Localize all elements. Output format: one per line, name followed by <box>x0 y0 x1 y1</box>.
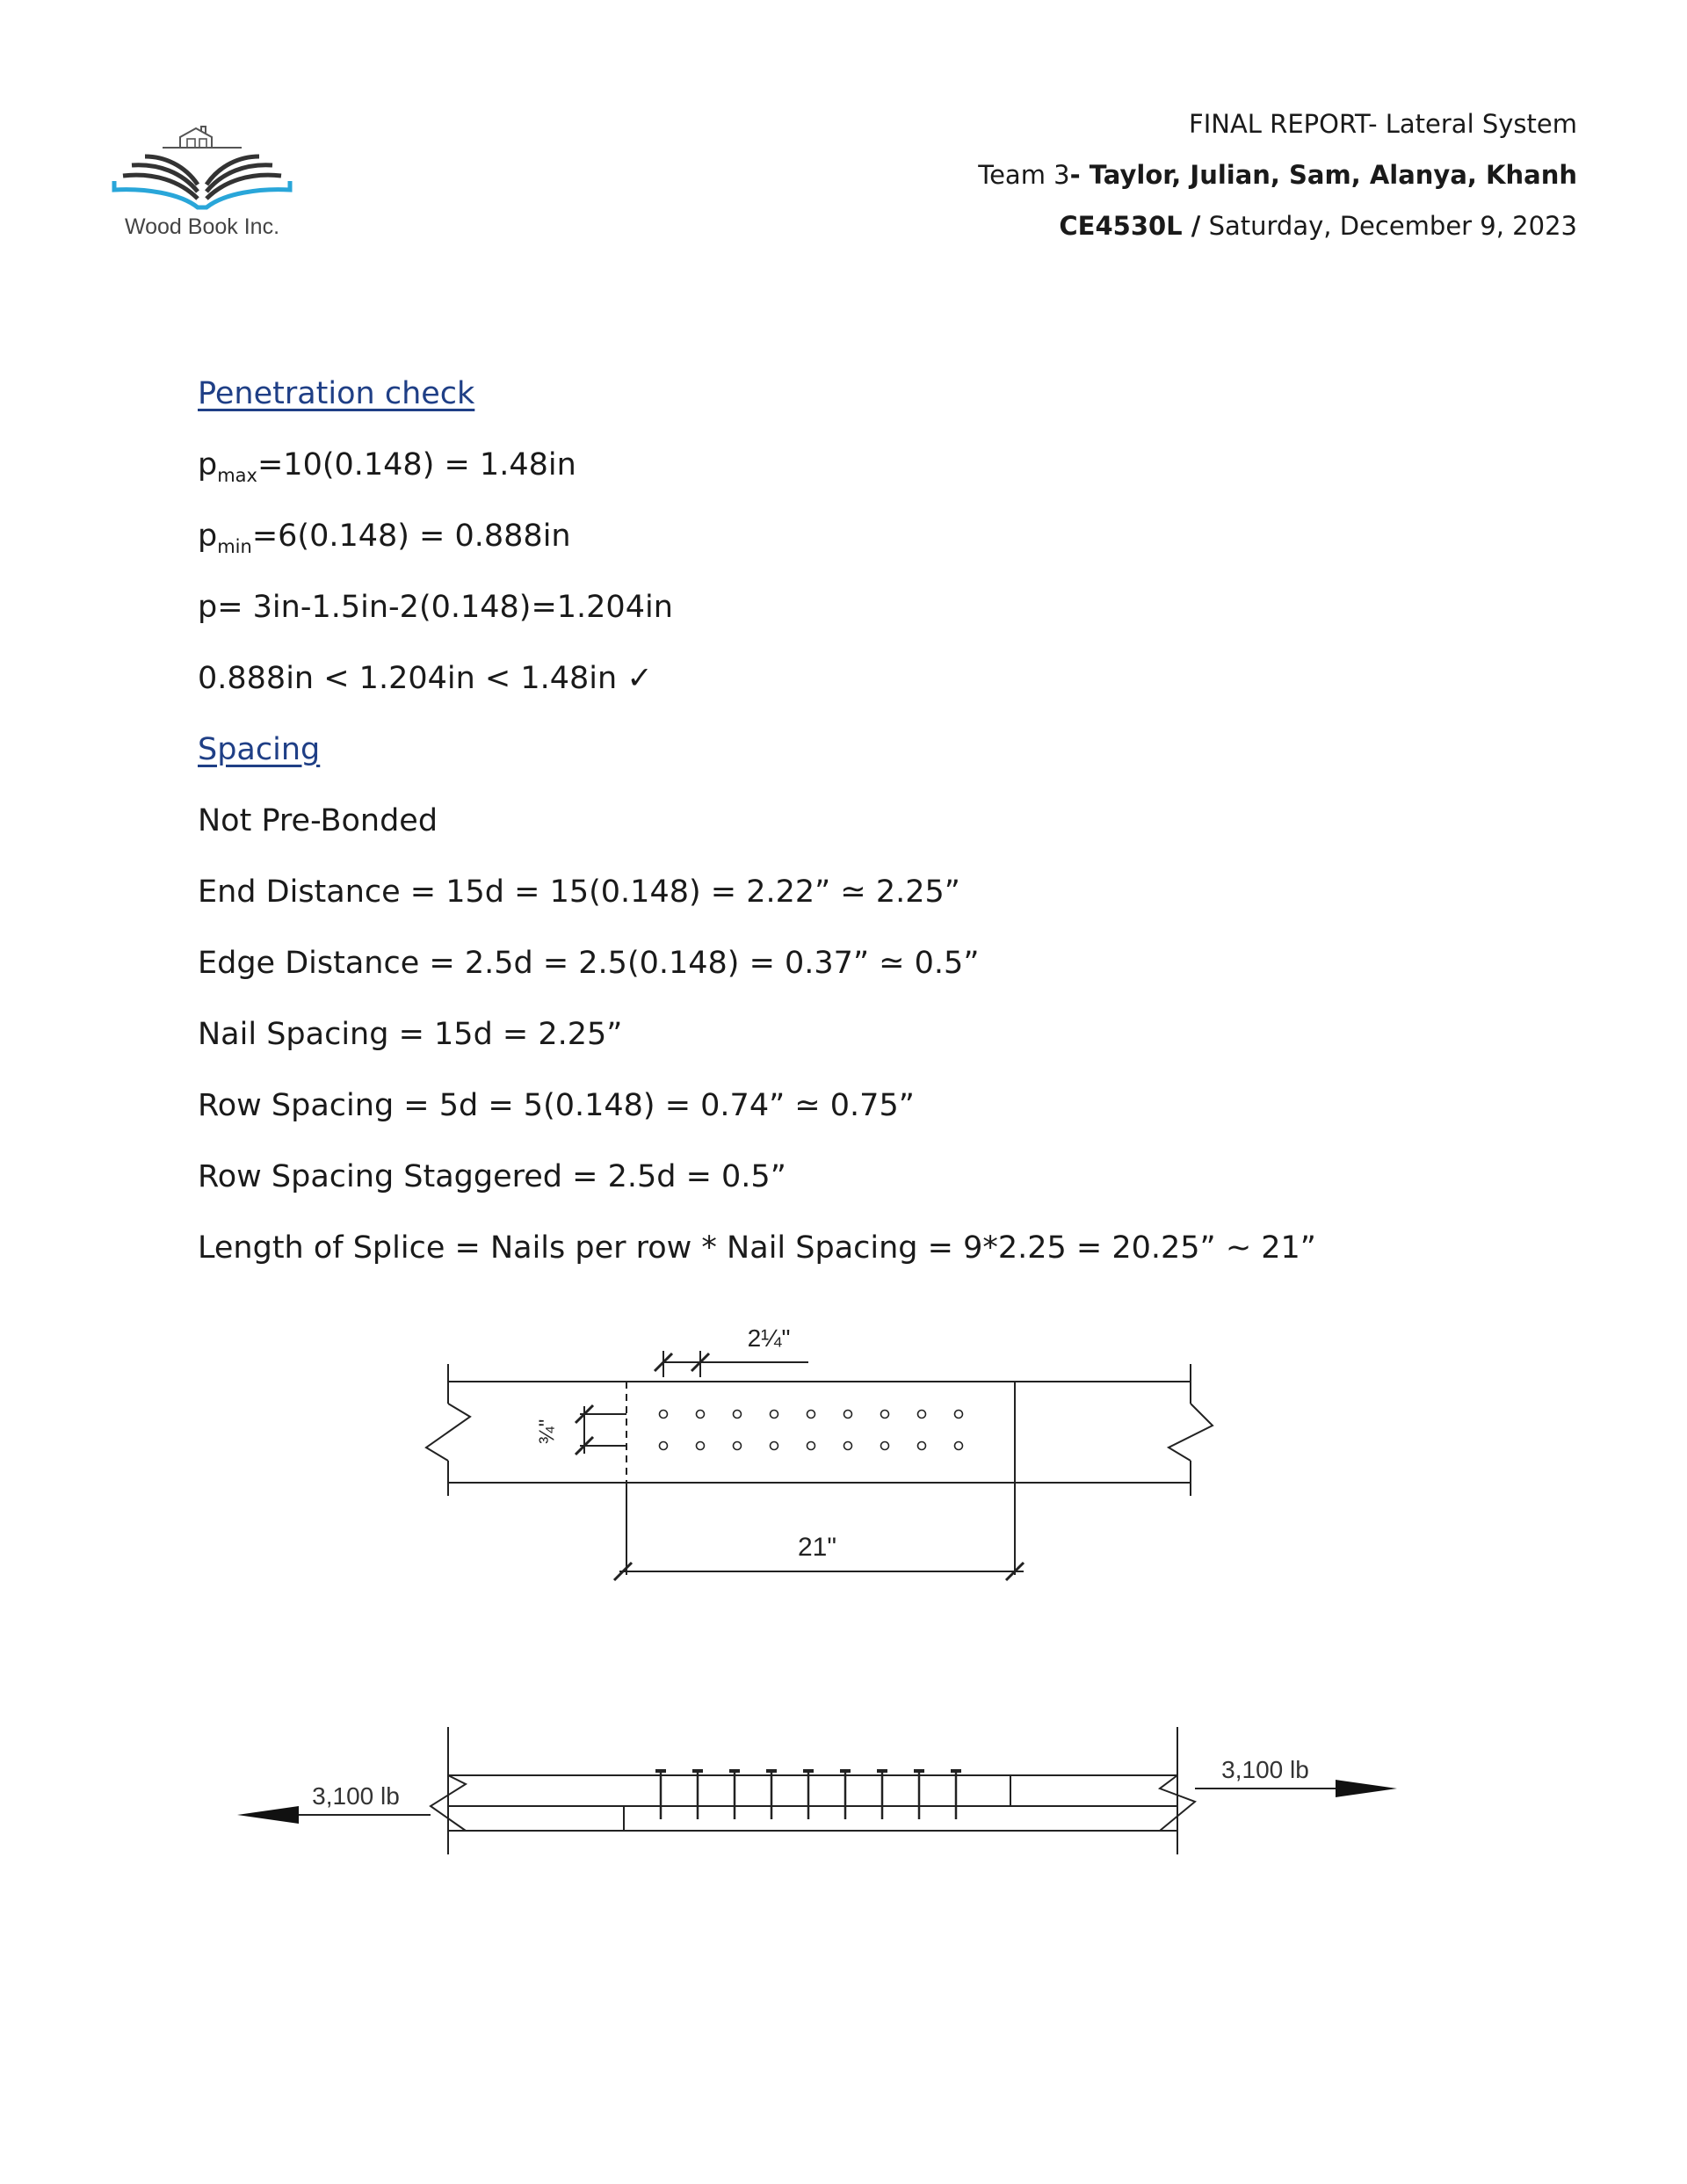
penetration-heading: Penetration check <box>198 376 475 411</box>
nail-hole <box>844 1411 852 1419</box>
nail-hole <box>881 1442 889 1450</box>
nail-hole <box>771 1411 778 1419</box>
nail-hole <box>918 1442 926 1450</box>
nail-hole <box>955 1442 963 1450</box>
nail <box>766 1771 777 1819</box>
spacing-line: Row Spacing Staggered = 2.5d = 0.5” <box>198 1159 786 1194</box>
team-line <box>978 160 1577 190</box>
company-logo <box>110 104 294 244</box>
nail <box>877 1771 887 1819</box>
plan-nail-group <box>660 1411 963 1450</box>
pmax-symbol: p <box>198 447 218 483</box>
left-force-arrowhead-icon <box>237 1806 299 1824</box>
nail-hole <box>734 1411 742 1419</box>
report-title: FINAL REPORT- Lateral System <box>1189 109 1577 139</box>
nail <box>914 1771 924 1819</box>
nail <box>729 1771 740 1819</box>
splice-plan-svg <box>417 1311 1226 1593</box>
nail-hole <box>660 1411 668 1419</box>
team-members: - Taylor, Julian, Sam, Alanya, Khanh <box>1069 160 1577 190</box>
nail-hole <box>660 1442 668 1450</box>
nail <box>803 1771 814 1819</box>
nail-hole <box>844 1442 852 1450</box>
calculation-content <box>198 374 1516 1299</box>
pmin-expression: =6(0.148) = 0.888in <box>251 519 571 554</box>
right-force-label: 3,100 lb <box>1221 1756 1309 1783</box>
nail <box>840 1771 851 1819</box>
nail-hole <box>881 1411 889 1419</box>
spacing-line: Length of Splice = Nails per row * Nail Spacing = 9*2.25 = 20.25” ~ 21” <box>198 1230 1316 1266</box>
spacing-line: Row Spacing = 5d = 5(0.148) = 0.74” ≃ 0.75” <box>198 1088 915 1123</box>
report-date: Saturday, December 9, 2023 <box>1200 211 1577 241</box>
splice-plan-drawing <box>417 1311 1226 1593</box>
splice-elevation-drawing <box>233 1718 1401 1868</box>
right-force-arrowhead-icon <box>1336 1780 1397 1797</box>
p-equation: p= 3in-1.5in-2(0.148)=1.204in <box>198 590 673 625</box>
spacing-line: End Distance = 15d = 15(0.148) = 2.22” ≃ 2.25” <box>198 874 960 910</box>
nail-spacing-dim-label: 2¼" <box>747 1324 791 1352</box>
nail-hole <box>807 1442 815 1450</box>
elevation-nail-group <box>655 1771 961 1819</box>
logo-text: Wood Book Inc. <box>124 214 280 239</box>
spacing-line: Not Pre-Bonded <box>198 803 438 838</box>
pmax-equation <box>198 445 1516 516</box>
nail <box>951 1771 961 1819</box>
splice-elevation-svg <box>233 1718 1401 1868</box>
nail <box>692 1771 703 1819</box>
splice-length-dim-label: 21" <box>797 1533 837 1562</box>
nail-hole <box>771 1442 778 1450</box>
book-house-logo-icon <box>110 104 294 244</box>
spacing-line: Nail Spacing = 15d = 2.25” <box>198 1017 623 1052</box>
nail-hole <box>697 1411 705 1419</box>
penetration-check-result: 0.888in < 1.204in < 1.48in ✓ <box>198 661 653 696</box>
nail <box>655 1771 666 1819</box>
nail-hole <box>734 1442 742 1450</box>
nail-hole <box>697 1442 705 1450</box>
pmax-subscript: max <box>217 465 257 486</box>
pmin-symbol: p <box>198 519 218 554</box>
pmin-equation <box>198 516 1516 587</box>
course-date-line <box>1059 211 1577 241</box>
row-spacing-dim-label: ¾" <box>535 1419 559 1445</box>
pmax-expression: =10(0.148) = 1.48in <box>257 447 576 483</box>
spacing-heading: Spacing <box>198 732 321 767</box>
nail-hole <box>807 1411 815 1419</box>
team-prefix: Team 3 <box>978 160 1070 190</box>
course-code: CE4530L / <box>1059 211 1201 241</box>
left-force-label: 3,100 lb <box>312 1782 400 1810</box>
pmin-subscript: min <box>217 536 252 557</box>
nail-hole <box>955 1411 963 1419</box>
nail-hole <box>918 1411 926 1419</box>
spacing-line: Edge Distance = 2.5d = 2.5(0.148) = 0.37” ≃ 0.5” <box>198 946 980 981</box>
